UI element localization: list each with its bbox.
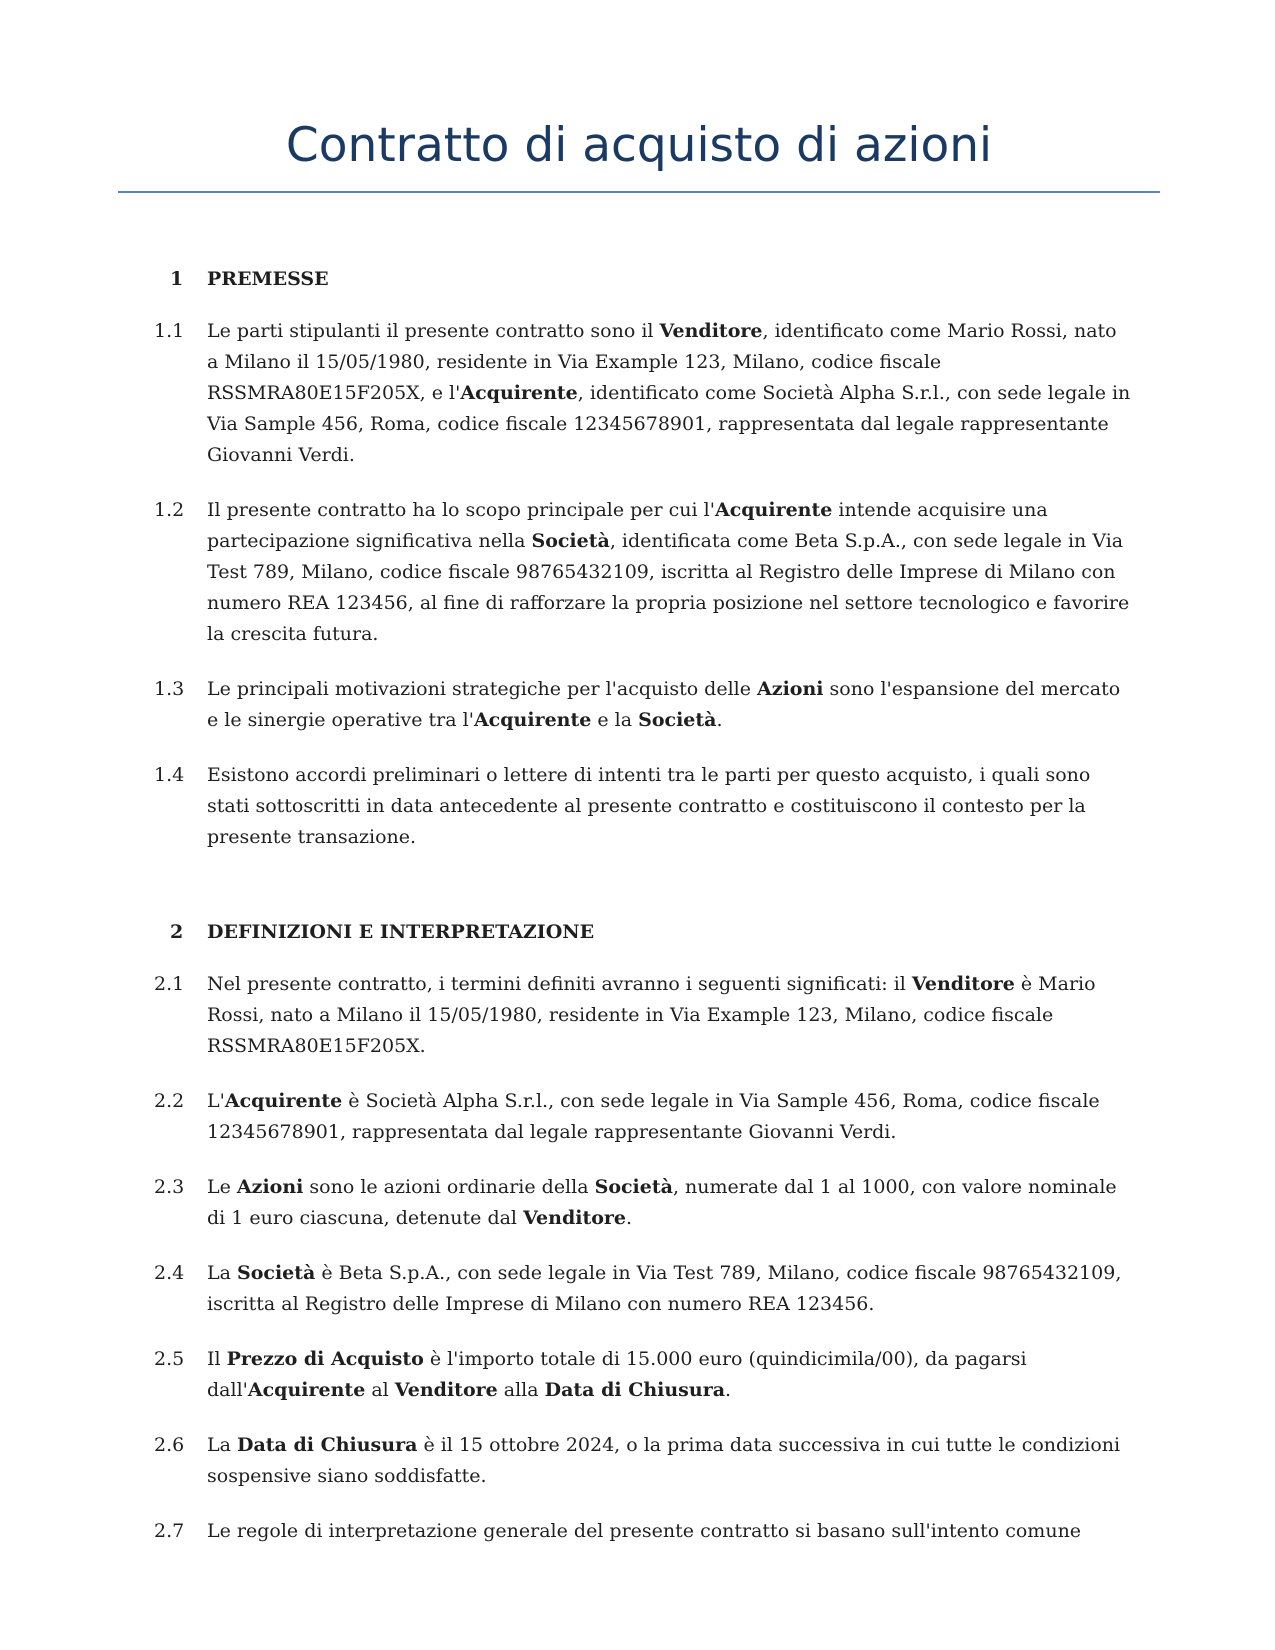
clause bbox=[0, 760, 1275, 853]
clause-number: 1.2 bbox=[154, 499, 185, 521]
clause-text-segment: , identificato come Mario Rossi, nato a Milano il 15/05/1980, residente in Via Example 123, Milano, codice fiscale RSSMRA80E15F205X, e l' bbox=[207, 320, 1117, 404]
section-premesse bbox=[0, 266, 1275, 853]
clause-text bbox=[207, 495, 1132, 650]
defined-term: Acquirente bbox=[460, 382, 578, 404]
defined-term: Venditore bbox=[659, 320, 763, 342]
defined-term: Venditore bbox=[523, 1207, 627, 1229]
clause-text-segment: . bbox=[725, 1379, 732, 1401]
clause-text-segment: , identificato come Società Alpha S.r.l., con sede legale in Via Sample 456, Roma, codice fiscale 12345678901, rappresentata dal legale rappresentante Giovanni Verdi. bbox=[207, 382, 1131, 466]
section-heading bbox=[0, 919, 1275, 945]
section-number: 1 bbox=[170, 268, 184, 290]
clause bbox=[0, 1086, 1275, 1148]
defined-term: Società bbox=[236, 1262, 316, 1284]
section-definizioni bbox=[0, 919, 1275, 1547]
defined-term: Acquirente bbox=[247, 1379, 366, 1401]
defined-term: Venditore bbox=[911, 973, 1015, 995]
clause-list bbox=[0, 316, 1275, 853]
clause-text-segment: sono le azioni ordinarie della bbox=[303, 1176, 595, 1198]
clause-text-segment: Il presente contratto ha lo scopo principale per cui l' bbox=[207, 499, 715, 521]
clause bbox=[0, 1344, 1275, 1406]
defined-term: Prezzo di Acquisto bbox=[226, 1348, 424, 1370]
clause-text bbox=[207, 674, 1132, 736]
clause-text-segment: Le parti stipulanti il presente contratto sono il bbox=[207, 320, 660, 342]
clause-text bbox=[207, 1086, 1132, 1148]
defined-term: Data di Chiusura bbox=[544, 1379, 726, 1401]
clause-text-segment: . bbox=[626, 1207, 633, 1229]
clause bbox=[0, 1258, 1275, 1320]
clause-text bbox=[207, 1516, 1132, 1547]
clause-text-segment: La bbox=[207, 1262, 237, 1284]
clause-text-segment: L' bbox=[207, 1090, 225, 1112]
clause-number: 1.4 bbox=[154, 764, 185, 786]
clause-list bbox=[0, 969, 1275, 1547]
clause-number: 2.6 bbox=[154, 1434, 185, 1456]
clause-number: 2.5 bbox=[154, 1348, 185, 1370]
clause-number: 2.7 bbox=[154, 1520, 185, 1542]
defined-term: Acquirente bbox=[224, 1090, 343, 1112]
section-number: 2 bbox=[170, 921, 184, 943]
clause-text bbox=[207, 1430, 1132, 1492]
title-divider bbox=[118, 191, 1160, 193]
clause-text bbox=[207, 760, 1132, 853]
clause-text-segment: sono l'espansione del mercato e le sinergie operative tra l' bbox=[207, 678, 1121, 731]
clause-text-segment: Le principali motivazioni strategiche per l'acquisto delle bbox=[207, 678, 758, 700]
clause bbox=[0, 1430, 1275, 1492]
section-title: DEFINIZIONI E INTERPRETAZIONE bbox=[207, 921, 595, 943]
defined-term: Acquirente bbox=[473, 709, 592, 731]
clause-text-segment: . bbox=[716, 709, 723, 731]
clause-text-segment: Le bbox=[207, 1176, 237, 1198]
clause-number: 1.3 bbox=[154, 678, 185, 700]
clause-text-segment: alla bbox=[497, 1379, 545, 1401]
clause-text-segment: è l'importo totale di 15.000 euro (quindicimila/00), da pagarsi dall' bbox=[207, 1348, 1027, 1401]
clause bbox=[0, 674, 1275, 736]
clause-text bbox=[207, 969, 1132, 1062]
clause-number: 2.4 bbox=[154, 1262, 185, 1284]
clause-number: 1.1 bbox=[154, 320, 185, 342]
defined-term: Azioni bbox=[757, 678, 824, 700]
defined-term: Società bbox=[638, 709, 717, 731]
clause-text bbox=[207, 1172, 1132, 1234]
section-heading bbox=[0, 266, 1275, 292]
defined-term: Società bbox=[531, 530, 610, 552]
defined-term: Data di Chiusura bbox=[236, 1434, 418, 1456]
clause bbox=[0, 969, 1275, 1062]
section-title: PREMESSE bbox=[207, 268, 329, 290]
clause-number: 2.3 bbox=[154, 1176, 185, 1198]
clause-text-segment: e la bbox=[591, 709, 639, 731]
clause-text-segment: La bbox=[207, 1434, 237, 1456]
document-title: Contratto di acquisto di azioni bbox=[285, 118, 993, 173]
clause bbox=[0, 1516, 1275, 1547]
clause-text-segment: Nel presente contratto, i termini definiti avranno i seguenti significati: il bbox=[207, 973, 912, 995]
clause-text-segment: Esistono accordi preliminari o lettere di intenti tra le parti per questo acquisto, i quali sono stati sottoscritti in data antecedente al presente contratto e costituiscono il contesto per la presente transazione. bbox=[207, 764, 1091, 848]
clause-text-segment: è Beta S.p.A., con sede legale in Via Test 789, Milano, codice fiscale 98765432109, iscritta al Registro delle Imprese di Milano con numero REA 123456. bbox=[207, 1262, 1122, 1315]
clause-text-segment: , numerate dal 1 al 1000, con valore nominale di 1 euro ciascuna, detenute dal bbox=[207, 1176, 1117, 1229]
clause-text-segment: Il bbox=[207, 1348, 227, 1370]
clause-text-segment: è il 15 ottobre 2024, o la prima data successiva in cui tutte le condizioni sospensive siano soddisfatte. bbox=[207, 1434, 1121, 1487]
clause-text-segment: intende acquisire una partecipazione significativa nella bbox=[207, 499, 1048, 552]
clause bbox=[0, 1172, 1275, 1234]
clause-number: 2.2 bbox=[154, 1090, 185, 1112]
clause-text bbox=[207, 1258, 1132, 1320]
defined-term: Azioni bbox=[236, 1176, 304, 1198]
defined-term: Venditore bbox=[394, 1379, 498, 1401]
clause bbox=[0, 316, 1275, 471]
clause-text bbox=[207, 1344, 1132, 1406]
clause-text-segment: al bbox=[365, 1379, 395, 1401]
clause-number: 2.1 bbox=[154, 973, 185, 995]
clause bbox=[0, 495, 1275, 650]
clause-text-segment: , identificata come Beta S.p.A., con sede legale in Via Test 789, Milano, codice fiscale 98765432109, iscritta al Registro delle Imprese di Milano con numero REA 123456, al fine di rafforzare la propria posizione nel settore tecnologico e favorire la crescita futura. bbox=[207, 530, 1130, 645]
defined-term: Società bbox=[594, 1176, 673, 1198]
defined-term: Acquirente bbox=[714, 499, 833, 521]
clause-text-segment: è Mario Rossi, nato a Milano il 15/05/1980, residente in Via Example 123, Milano, codice fiscale RSSMRA80E15F205X. bbox=[207, 973, 1096, 1057]
clause-text-segment: Le regole di interpretazione generale del presente contratto si basano sull'intento comune bbox=[207, 1520, 1082, 1542]
clause-text-segment: è Società Alpha S.r.l., con sede legale in Via Sample 456, Roma, codice fiscale 12345678901, rappresentata dal legale rappresentante Giovanni Verdi. bbox=[207, 1090, 1100, 1143]
clause-text bbox=[207, 316, 1132, 471]
